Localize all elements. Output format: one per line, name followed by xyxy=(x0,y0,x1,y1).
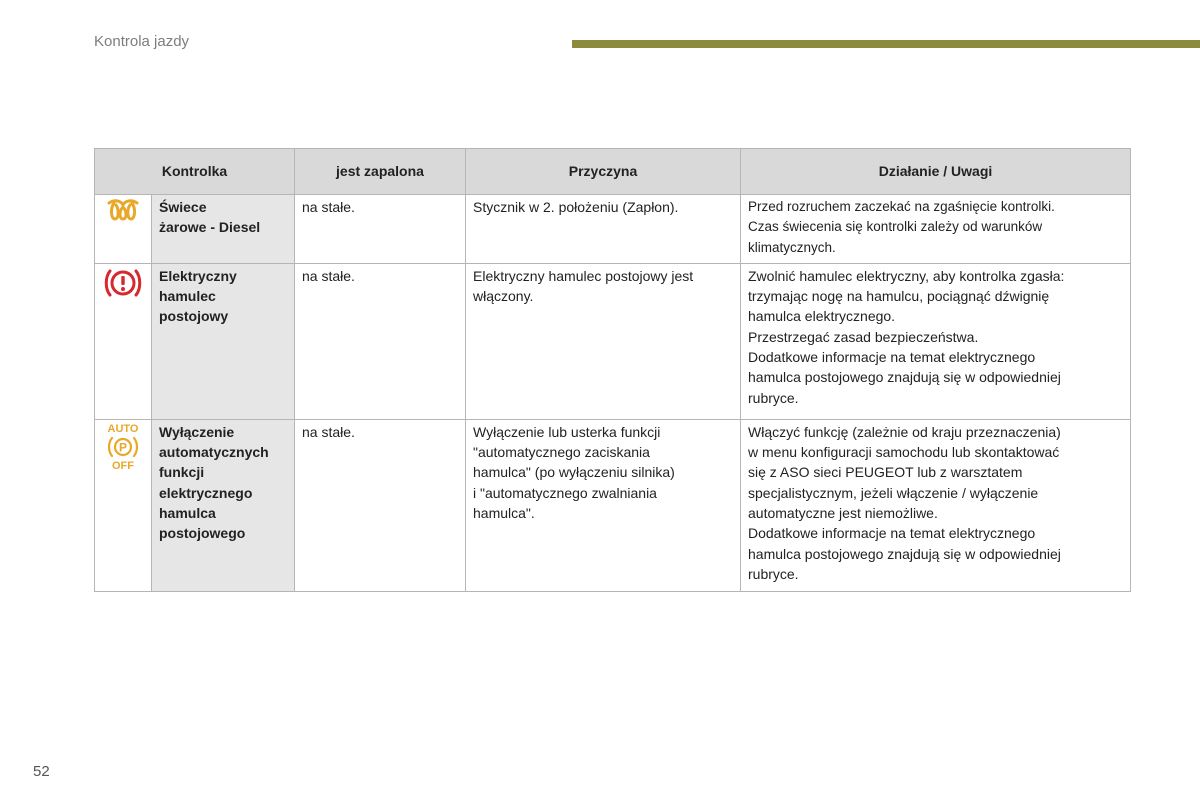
action-line: hamulca elektrycznego. xyxy=(748,308,896,325)
page-number: 52 xyxy=(33,763,50,780)
cause-cell xyxy=(466,419,741,591)
cause-line: Wyłączenie lub usterka funkcji xyxy=(473,423,661,440)
action-line: automatyczne jest niemożliwe. xyxy=(748,505,938,522)
header-accent-bar xyxy=(572,40,1200,48)
cause-line: Stycznik w 2. położeniu (Zapłon). xyxy=(473,199,679,215)
warning-name-line: żarowe - Diesel xyxy=(159,219,261,236)
cause-line: "automatycznego zaciskania xyxy=(473,444,650,461)
action-line: hamulca postojowego znajdują się w odpowiedniej xyxy=(748,369,1061,386)
action-line: Dodatkowe informacje na temat elektrycznego xyxy=(748,525,1036,542)
action-cell xyxy=(741,419,1131,591)
warning-name-line: Wyłączenie xyxy=(159,423,235,440)
action-line: klimatycznych. xyxy=(748,239,836,255)
cause-cell xyxy=(466,263,741,419)
warning-name-line: postojowego xyxy=(159,525,246,542)
warning-name xyxy=(152,263,295,419)
action-line: Przed rozruchem zaczekać na zgaśnięcie kontrolki. xyxy=(748,199,1055,214)
action-line: rubryce. xyxy=(748,565,799,582)
column-header-action: Działanie / Uwagi xyxy=(741,149,1131,195)
action-line: Przestrzegać zasad bezpieczeństwa. xyxy=(748,328,979,345)
cause-line: Elektryczny hamulec postojowy jest xyxy=(473,267,694,284)
table-row xyxy=(95,195,1131,264)
action-line: Dodatkowe informacje na temat elektrycznego xyxy=(748,349,1036,366)
cause-line: i "automatycznego zwalniania xyxy=(473,484,657,501)
icon-cell xyxy=(95,263,152,419)
state-cell: na stałe. xyxy=(295,419,466,591)
section-title: Kontrola jazdy xyxy=(94,33,190,50)
warning-lights-table xyxy=(94,148,1131,592)
warning-name-line: Elektryczny xyxy=(159,267,237,284)
auto-parking-brake-off-icon xyxy=(103,422,143,475)
p-icon-text: P xyxy=(118,440,128,455)
action-line: rubryce. xyxy=(748,389,799,406)
warning-name-line: hamulec xyxy=(159,288,216,305)
warning-name-line: funkcji xyxy=(159,464,205,481)
off-icon-text: OFF xyxy=(112,459,134,472)
action-cell xyxy=(741,263,1131,419)
cause-cell xyxy=(466,195,741,264)
icon-cell xyxy=(95,195,152,264)
column-header-cause: Przyczyna xyxy=(466,149,741,195)
icon-cell xyxy=(95,419,152,591)
auto-icon-text: AUTO xyxy=(107,422,139,435)
state-cell: na stałe. xyxy=(295,263,466,419)
column-header-kontrolka: Kontrolka xyxy=(95,149,295,195)
cause-line: hamulca". xyxy=(473,505,535,522)
action-line: Zwolnić hamulec elektryczny, aby kontrolka zgasła: xyxy=(748,267,1065,284)
warning-name-line: Świece xyxy=(159,199,207,215)
action-line: Włączyć funkcję (zależnie od kraju przeznaczenia) xyxy=(748,423,1061,440)
warning-name-line: elektrycznego xyxy=(159,484,253,501)
column-header-state: jest zapalona xyxy=(295,149,466,195)
table-header-row xyxy=(95,149,1131,195)
cause-line: hamulca" (po wyłączeniu silnika) xyxy=(473,464,675,481)
state-cell: na stałe. xyxy=(295,195,466,264)
action-line: hamulca postojowego znajdują się w odpowiedniej xyxy=(748,545,1061,562)
warning-name-line: hamulca xyxy=(159,505,216,522)
warning-name-line: postojowy xyxy=(159,308,229,325)
cause-line: włączony. xyxy=(473,288,534,305)
warning-name-line: automatycznych xyxy=(159,444,269,461)
action-line: w menu konfiguracji samochodu lub skontaktować xyxy=(748,444,1060,461)
action-line: się z ASO sieci PEUGEOT lub z warsztatem xyxy=(748,464,1023,481)
glow-plug-icon xyxy=(107,210,139,226)
action-cell xyxy=(741,195,1131,264)
action-line: specjalistycznym, jeżeli włączenie / wyłączenie xyxy=(748,484,1039,501)
electric-parking-brake-icon xyxy=(104,287,142,303)
action-line: Czas świecenia się kontrolki zależy od warunków xyxy=(748,219,1043,235)
table-row xyxy=(95,263,1131,419)
warning-name xyxy=(152,195,295,264)
table-row xyxy=(95,419,1131,591)
warning-name xyxy=(152,419,295,591)
action-line: trzymając nogę na hamulcu, pociągnąć dźwignię xyxy=(748,288,1050,305)
